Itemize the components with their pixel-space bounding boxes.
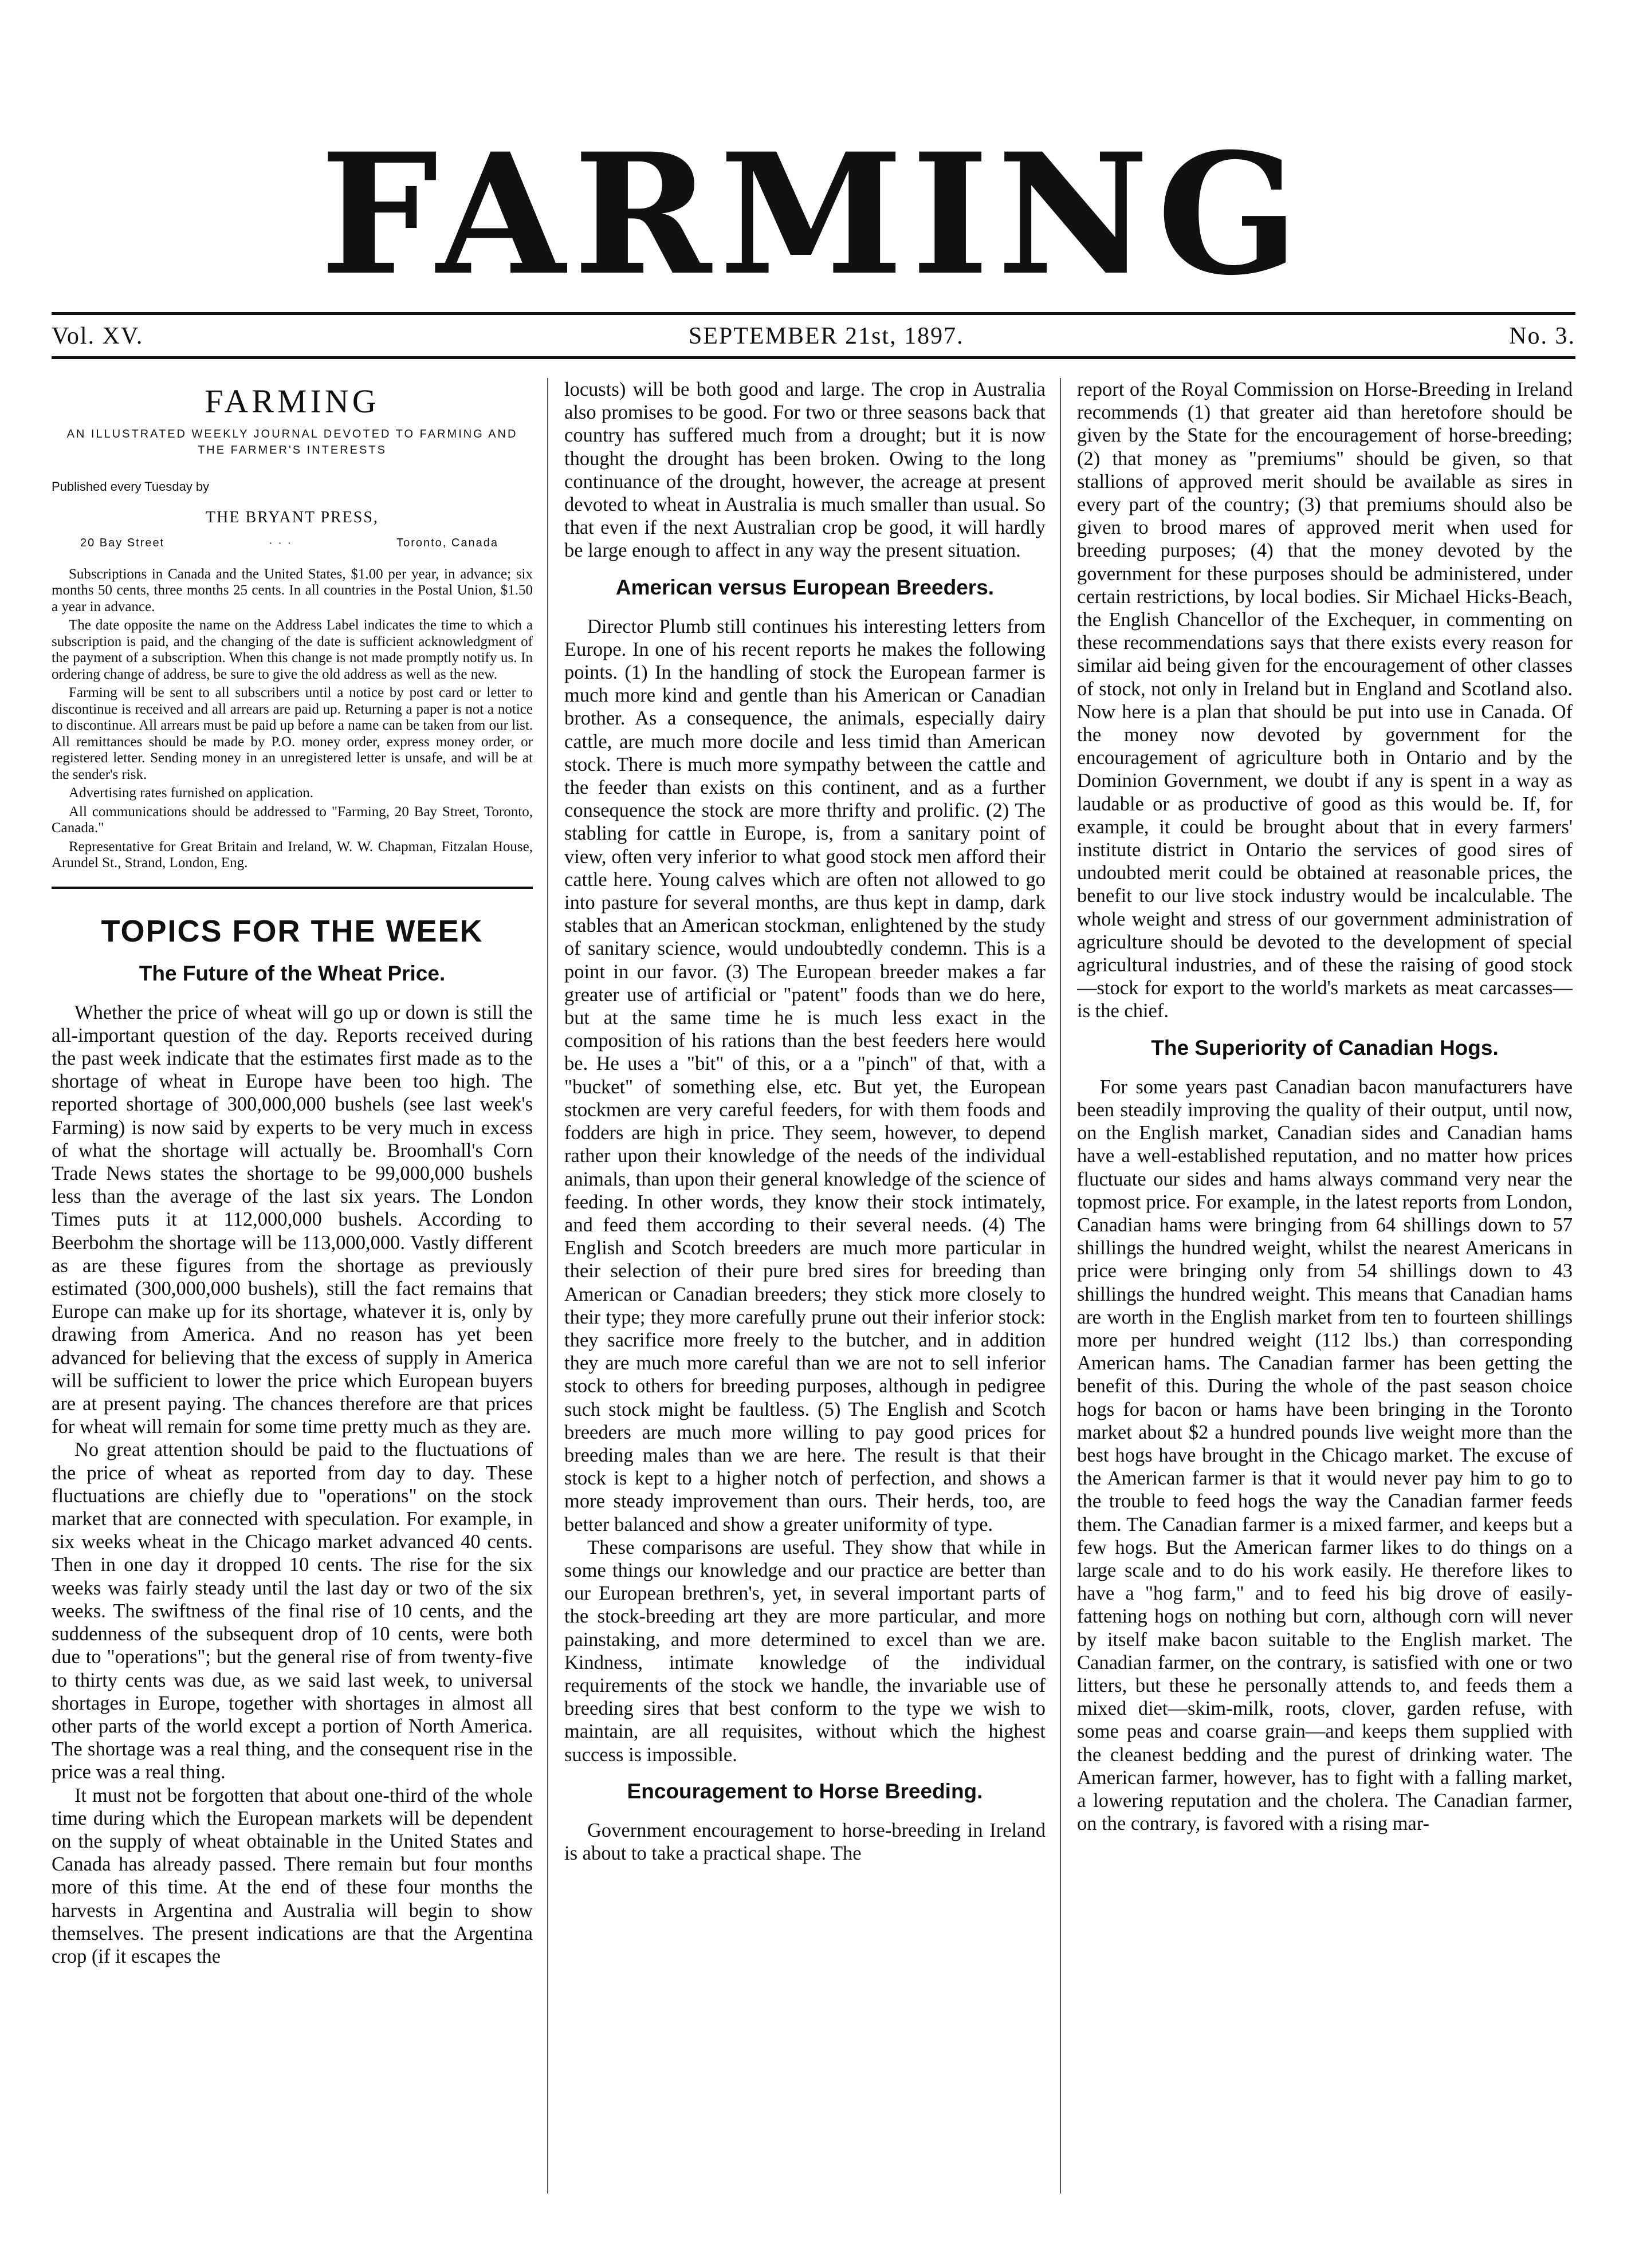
- published-line: Published every Tuesday by: [52, 479, 210, 494]
- publisher-notices: [52, 566, 533, 872]
- notice-paragraph: Representative for Great Britain and Ireland, W. W. Chapman, Fitzalan House, Arundel St., Strand, London, Eng.: [52, 838, 533, 871]
- article-heading-hogs: The Superiority of Canadian Hogs.: [1151, 1035, 1499, 1060]
- notice-paragraph: Advertising rates furnished on application.: [69, 785, 313, 801]
- publisher-box-title: FARMING: [205, 383, 380, 420]
- column-2: [564, 378, 1046, 2194]
- publisher-city: Toronto, Canada: [396, 537, 498, 550]
- address-separator: · · ·: [269, 537, 293, 550]
- article-paragraph: These comparisons are useful. They show that while in some things our knowledge and our practice are better than our European brethren's, yet, in several important parts of the stock-breeding art they are more particular, and more painstaking, and more determined to excel than we are. Kindness, intimate knowledge of the individual requirements of the stock we handle, the invariable use of breeding sires that best conform to the type we wish to maintain, are all requisites, without which the highest success is impossible.: [564, 1536, 1046, 1766]
- masthead-title: FARMING: [320, 117, 1307, 312]
- article-paragraph: Government encouragement to horse-breeding in Ireland is about to take a practical shape. The: [564, 1819, 1046, 1864]
- masthead-rule-top: [52, 312, 1575, 315]
- publisher-address: [52, 531, 533, 554]
- notice-paragraph: Farming will be sent to all subscribers until a notice by post card or letter to discontinue is received and all arrears are paid up. Returning a paper is not a notice to discontinue. All arrears must be paid up before a name can be taken from our list. All remittances should be made by P.O. money order, express money order, or registered letter. Sending money in an unregistered letter is unsafe, and will be at the sender's risk.: [52, 685, 533, 782]
- publisher-name: THE BRYANT PRESS,: [206, 509, 379, 527]
- article-paragraph: report of the Royal Commission on Horse-Breeding in Ireland recommends (1) that greater aid than heretofore should be given by the State for the encouragement of horse-breeding; (2) that money as "premiums" should be given, so that stallions of approved merit should be available as sires in every part of the country; (3) that premiums should also be given to brood mares of approved merit when used for breeding purposes; (4) that the money devoted by the government for these purposes should be administered, under certain restrictions, by local bodies. Sir Michael Hicks-Beach, the English Chancellor of the Exchequer, in commenting on these recommendations says that there exists every reason for similar aid being given for the encouragement of other classes of stock, not only in Ireland but in England and Scotland also. Now here is a plan that should be put into use in Canada. Of the money now devoted by government for the encouragement of agriculture both in Ontario and by the Dominion Government, we doubt if any is spent in a way as laudable or as productive of good as this would be. If, for example, it could be brought about that in every farmers' institute district in Ontario the services of good sires of undoubted merit could be obtained at reasonable prices, the benefit to our live stock industry would be incalculable. The whole weight and stress of our government administration of agriculture should be devoted to the development of special agricultural industries, and of these the raising of good stock—stock for export to the world's markets as meat carcasses—is the chief.: [1077, 379, 1573, 1022]
- article-paragraph: For some years past Canadian bacon manufacturers have been steadily improving the quality of their output, until now, on the English market, Canadian sides and Canadian hams have a well-established reputation, and no matter how prices fluctuate our sides and hams always command very near the topmost price. For example, in the latest reports from London, Canadian hams were bringing from 64 shillings down to 57 shillings the hundred weight, whilst the nearest Americans in price were bringing only from 54 shillings down to 43 shillings the hundred weight. This means that Canadian hams are worth in the English market from ten to fourteen shillings more per hundred weight (112 lbs.) than corresponding American hams. The Canadian farmer has been getting the benefit of this. During the whole of the past season choice hogs for bacon or hams have been bringing in the Toronto market about $2 a hundred pounds live weight more than the best hogs have brought in the Chicago market. The excuse of the American farmer is that it would never pay him to go to the trouble to feed hogs the way the Canadian farmer feeds them. The Canadian farmer is a mixed farmer, and keeps but a few hogs. But the American farmer likes to do things on a large scale and to do his work easily. He therefore likes to have a "hog farm," and to feed his big drove of easily-fattening hogs on nothing but corn, although corn will never by itself make bacon suitable to the English market. The Canadian farmer, on the contrary, is satisfied with one or two litters, but these he personally attends to, and feeds them a mixed diet—skim-milk, roots, clover, garden refuse, with some peas and coarse grain—and keeps them supplied with the cleanest bedding and the purest of drinking water. The American farmer, however, has to fight with a falling market, a lowering reputation and the cholera. The Canadian farmer, on the contrary, is favored with a rising mar-: [1077, 1076, 1573, 1835]
- article-heading-breeders: American versus European Breeders.: [615, 575, 995, 599]
- article-paragraph: No great attention should be paid to the fluctuations of the price of wheat as reported from day to day. These fluctuations are chiefly due to "operations" on the stock market that are connected with speculation. For example, in six weeks wheat in the Chicago market advanced 40 cents. Then in one day it dropped 10 cents. The rise for the six weeks was fairly steady until the last day or two of the six weeks. The swiftness of the final rise of 10 cents, and the suddenness of the subsequent drop of 10 cents, were both due to "operations"; but the general rise of from twenty-five to thirty cents was due, as we said last week, to universal shortages in Europe, together with shortages in almost all other parts of the world except a portion of North America. The shortage was a real thing, and the consequent rise in the price was a real thing.: [52, 1439, 533, 1783]
- article-heading-horse: Encouragement to Horse Breeding.: [627, 1779, 983, 1803]
- article-paragraph: It must not be forgotten that about one-third of the whole time during which the European markets will be dependent on the supply of wheat obtainable in the United States and Canada has already passed. There remain but four months more of this time. At the end of these four months the harvests in Argentina and Australia will begin to show themselves. The present indications are that the Argentina crop (if it escapes the: [52, 1784, 533, 1967]
- article-paragraph: Director Plumb still continues his interesting letters from Europe. In one of his recent reports he makes the following points. (1) In the handling of stock the European farmer is much more kind and gentle than his American or Canadian brother. As a consequence, the animals, especially dairy cattle, are much more docile and less timid than American stock. There is much more sympathy between the cattle and the feeder than exists on this continent, and as a further consequence the stock are more thrifty and prolific. (2) The stabling for cattle in Europe, is, from a sanitary point of view, often very inferior to what good stock men afford their cattle here. Young calves which are often not allowed to go into pasture for several months, are thus kept in damp, dark stables that an American stockman, enlightened by the study of sanitary science, would undoubtedly condemn. This is a point in our favor. (3) The European breeder makes a far greater use of artificial or "patent" foods than we do here, but at the same time he is much less exact in the composition of his rations than the best feeders here would be. He uses a "bit" of this, or a a "pinch" of that, with a "bucket" of something else, etc. But yet, the European stockmen are very careful feeders, for with them foods and fodders are high in price. They seem, however, to depend rather upon their knowledge of the needs of the individual animals, than upon their general knowledge of the science of feeding. In other words, they know their stock intimately, and feed them according to their several needs. (4) The English and Scotch breeders are much more particular in their selection of their pure bred sires for breeding than American or Canadian breeders; they stick more closely to their type; they more carefully prune out their inferior stock: they sacrifice more freely to the butcher, and in addition they are much more careful than we are not to sell inferior stock to others for breeding purposes, although in pedigree such stock might be faultless. (5) The English and Scotch breeders are much more willing to pay good prices for breeding males than we are here. The result is that their stock is kept to a higher notch of perfection, and shows a more steady improvement than ours. Their herds, too, are better balanced and show a greater uniformity of type.: [564, 615, 1046, 1535]
- notice-paragraph: Subscriptions in Canada and the United States, $1.00 per year, in advance; six months 50 cents, three months 25 cents. In all countries in the Postal Union, $1.50 a year in advance.: [52, 566, 533, 615]
- masthead-rule-bottom: [52, 356, 1575, 359]
- column-rule: [547, 378, 548, 2194]
- issue-number: No. 3.: [1509, 323, 1575, 349]
- section-title: TOPICS FOR THE WEEK: [101, 914, 484, 948]
- article-paragraph: locusts) will be both good and large. The crop in Australia also promises to be good. For two or three seasons back that country has suffered much from a drought; but it is now thought the drought has been broken. Owing to the long continuance of the drought, however, the acreage at present devoted to wheat in Australia is much smaller than usual. So that even if the next Australian crop be good, it will hardly be large enough to affect in any way the present situation.: [564, 379, 1046, 562]
- column-3: [1077, 378, 1573, 2194]
- dateline: [52, 318, 1575, 354]
- publisher-street: 20 Bay Street: [80, 537, 165, 550]
- column-1: [52, 378, 533, 2194]
- publisher-box-rule: [52, 887, 533, 889]
- article-heading-wheat: The Future of the Wheat Price.: [139, 961, 446, 985]
- publisher-box-subtitle: AN ILLUSTRATED WEEKLY JOURNAL DEVOTED TO FARMING AND THE FARMER'S INTERESTS: [66, 428, 518, 456]
- issue-date: SEPTEMBER 21st, 1897.: [688, 323, 964, 349]
- notice-paragraph: All communications should be addressed to "Farming, 20 Bay Street, Toronto, Canada.": [52, 804, 533, 836]
- notice-paragraph: The date opposite the name on the Address Label indicates the time to which a subscription is paid, and the changing of the date is sufficient acknowledgment of the payment of a subscription. When this change is not made promptly notify us. In ordering change of address, be sure to give the old address as well as the new.: [52, 617, 533, 682]
- column-rule: [1060, 378, 1061, 2194]
- article-paragraph: Whether the price of wheat will go up or down is still the all-important question of the day. Reports received during the past week indicate that the estimates first made as to the shortage of wheat in Europe have been too high. The reported shortage of 300,000,000 bushels (see last week's Farming) is now said by experts to be very much in excess of what the shortage will actually be. Broomhall's Corn Trade News states the shortage to be 99,000,000 bushels less than the average of the last six years. The London Times puts it at 112,000,000 bushels. According to Beerbohm the shortage will be 113,000,000. Vastly different as are these figures from the shortage as previously estimated (300,000,000 bushels), still the fact remains that Europe can make up for its shortage, whatever it is, only by drawing from America. And no reason has yet been advanced for believing that the excess of supply in America will be sufficient to lower the price which European buyers are at present paying. The chances therefore are that prices for wheat will remain for some time pretty much as they are.: [52, 1001, 533, 1438]
- volume-label: Vol. XV.: [52, 323, 144, 349]
